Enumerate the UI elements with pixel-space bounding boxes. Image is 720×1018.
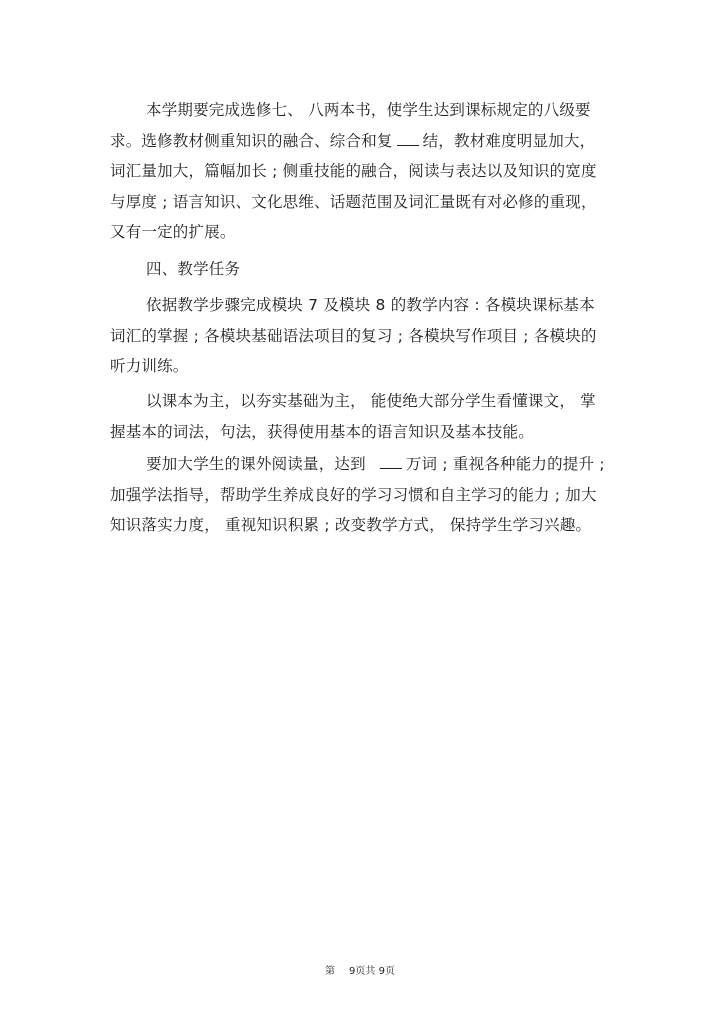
paragraph-line: 词汇的掌握 ; 各模块基础语法项目的复习 ; 各模块写作项目 ; 各模块的 (110, 326, 597, 345)
line-text: 结，教材难度明显加大， (422, 131, 596, 150)
paragraph-line: 又有一定的扩展。 (110, 223, 236, 241)
paragraph-reading-volume (110, 449, 610, 541)
paragraph-line: 本学期要完成选修七、 八两本书，使学生达到课标规定的八级要 (146, 101, 591, 119)
paragraph-line: 知识落实力度， 重视知识积累 ; 改变教学方式， 保持学生学习兴趣。 (110, 516, 592, 534)
paragraph-line-with-blank (110, 449, 610, 480)
paragraph-line-with-blank (110, 126, 610, 157)
paragraph-line: 依据教学步骤完成模块 7 及模块 8 的教学内容 : 各模块课标基本 (146, 296, 595, 314)
fill-blank (397, 131, 419, 146)
paragraph-line: 以课本为主，以夯实基础为主， 能使绝大部分学生看懂课文， 掌 (146, 392, 596, 410)
paragraph-line: 与厚度 ; 语言知识、文化思维、话题范围及词汇量既有对必修的重现， (110, 192, 597, 211)
paragraph-semester-goals (110, 95, 610, 248)
paragraph-textbook-focus (110, 386, 610, 447)
page-number-prefix: 第 (325, 966, 336, 977)
paragraph-line: 词汇量加大，篇幅加长 ; 侧重技能的融合，阅读与表达以及知识的宽度 (110, 162, 597, 180)
page-number: 9页共 9页 (349, 966, 395, 977)
fill-blank (380, 454, 402, 469)
paragraph-line: 加强学法指导，帮助学生养成良好的学习习惯和自主学习的能力 ; 加大 (110, 485, 597, 504)
paragraph-line: 听力训练。 (110, 357, 189, 375)
paragraph-teaching-content (110, 290, 610, 382)
paragraph-line: 握基本的词法，句法，获得使用基本的语言知识及基本技能。 (110, 422, 534, 441)
line-text: 要加大学生的课外阅读量，达到 (146, 455, 366, 473)
line-text: 求。选修教材侧重知识的融合、综合和复 (110, 131, 393, 150)
line-text: 万词 ; 重视各种能力的提升 ; (405, 455, 605, 473)
section-heading: 四、教学任务 (146, 260, 241, 278)
page-footer (0, 962, 720, 977)
